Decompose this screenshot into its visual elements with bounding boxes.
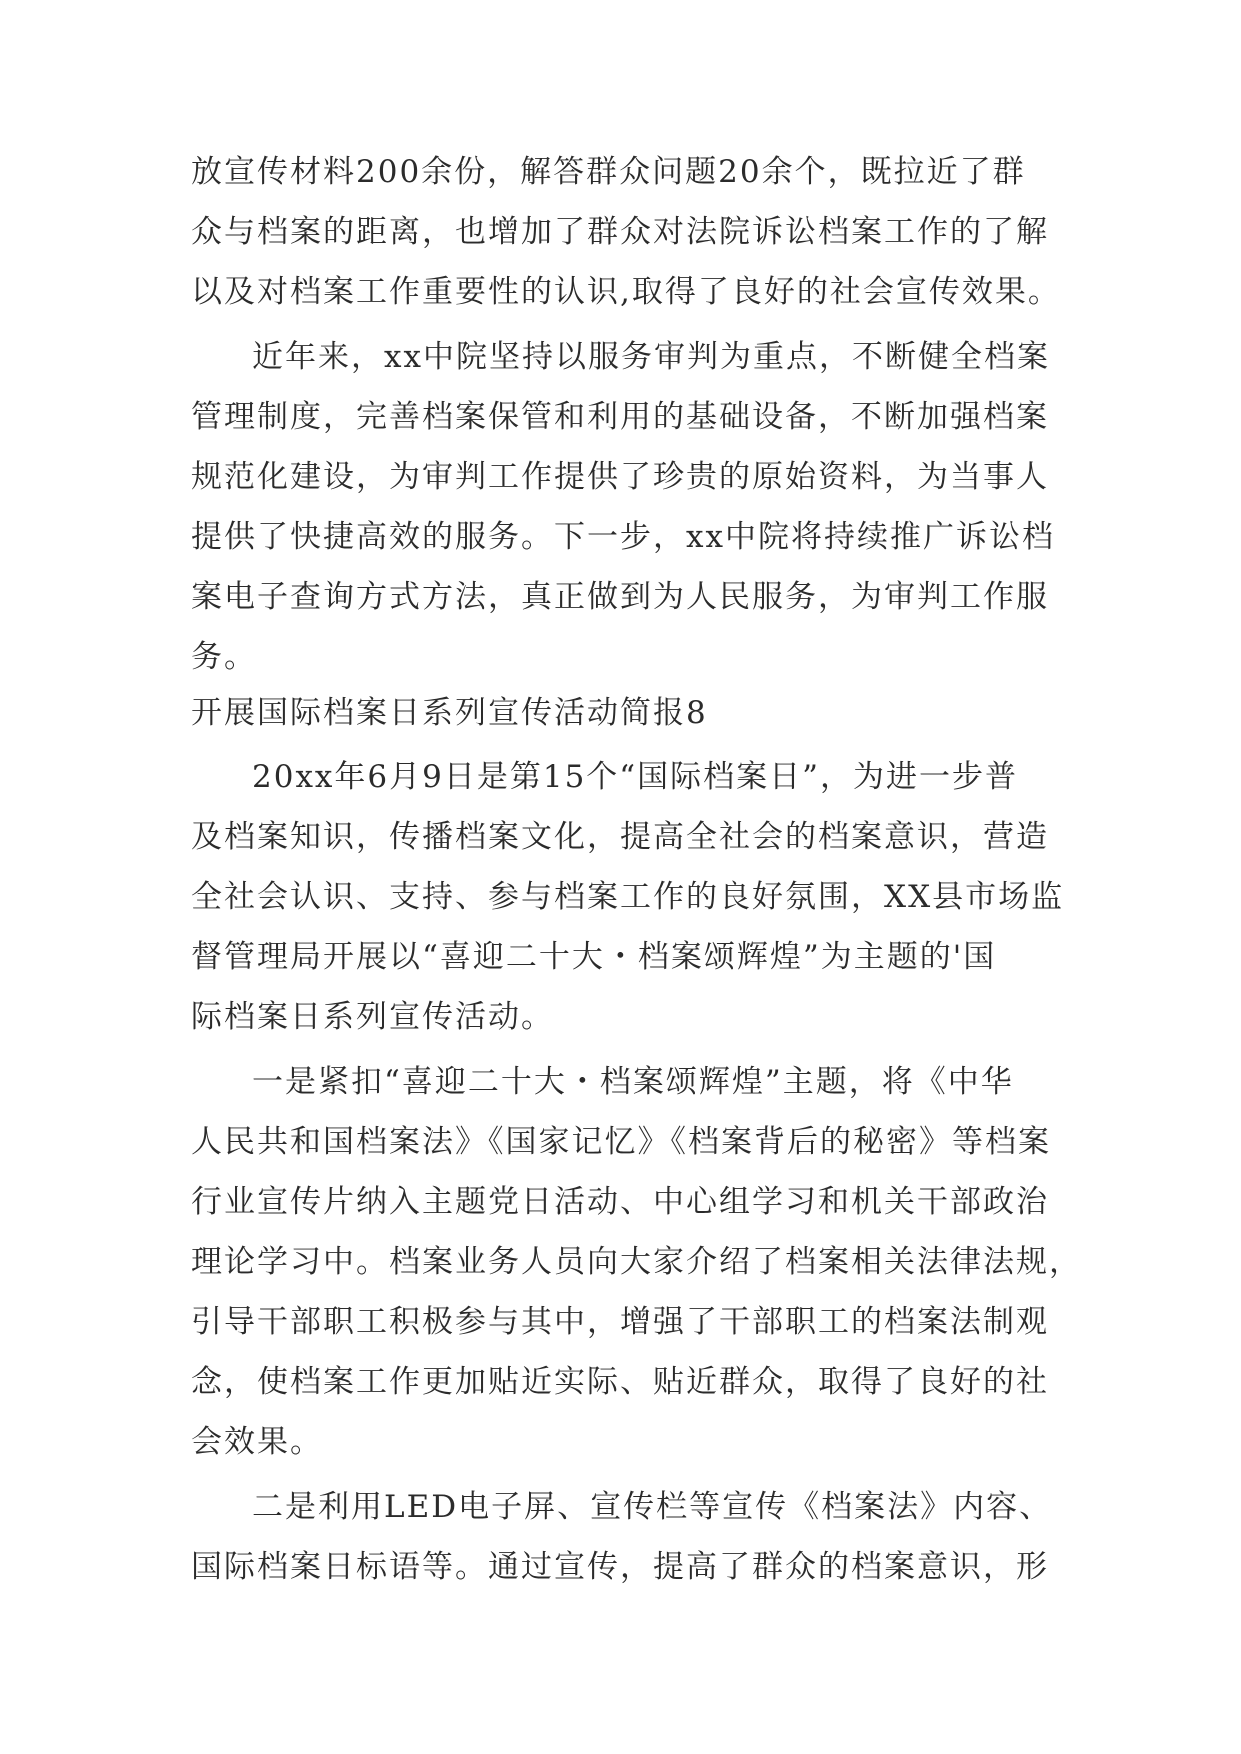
paragraph-first-line: 一是紧扣“喜迎二十大・档案颂辉煌”主题，将《中华	[252, 1064, 1014, 1100]
paragraph-first-line: 20xx年6月9日是第15个“国际档案日”，为进一步普	[252, 759, 1018, 795]
text-line: 念，使档案工作更加贴近实际、贴近群众，取得了良好的社	[191, 1364, 1049, 1400]
text-line: 及档案知识，传播档案文化，提高全社会的档案意识，营造	[191, 819, 1049, 855]
text-line: 务。	[191, 639, 257, 675]
text-line: 引导干部职工积极参与其中，增强了干部职工的档案法制观	[191, 1304, 1049, 1340]
paragraph-first-line: 二是利用LED电子屏、宣传栏等宣传《档案法》内容、	[252, 1489, 1053, 1525]
text-line: 提供了快捷高效的服务。下一步，xx中院将持续推广诉讼档	[191, 519, 1055, 555]
text-line: 人民共和国档案法》《国家记忆》《档案背后的秘密》等档案	[191, 1124, 1051, 1160]
text-line: 管理制度，完善档案保管和利用的基础设备，不断加强档案	[191, 399, 1049, 435]
text-line: 众与档案的距离，也增加了群众对法院诉讼档案工作的了解	[191, 214, 1049, 250]
text-line: 国际档案日标语等。通过宣传，提高了群众的档案意识，形	[191, 1549, 1049, 1585]
paragraph-first-line: 近年来，xx中院坚持以服务审判为重点，不断健全档案	[252, 339, 1050, 375]
section-heading: 开展国际档案日系列宣传活动简报8	[191, 695, 708, 731]
text-line: 案电子查询方式方法，真正做到为人民服务，为审判工作服	[191, 579, 1049, 615]
text-line: 规范化建设，为审判工作提供了珍贵的原始资料，为当事人	[191, 459, 1049, 495]
text-line: 理论学习中。档案业务人员向大家介绍了档案相关法律法规，	[191, 1244, 1082, 1280]
text-line: 以及对档案工作重要性的认识,取得了良好的社会宣传效果。	[191, 274, 1061, 310]
text-line: 放宣传材料200余份，解答群众问题20余个，既拉近了群	[191, 154, 1026, 190]
text-line: 督管理局开展以“喜迎二十大・档案颂辉煌”为主题的'国	[191, 939, 997, 975]
text-line: 行业宣传片纳入主题党日活动、中心组学习和机关干部政治	[191, 1184, 1049, 1220]
text-line: 会效果。	[191, 1424, 323, 1460]
text-line: 际档案日系列宣传活动。	[191, 999, 554, 1035]
text-line: 全社会认识、支持、参与档案工作的良好氛围，XX县市场监	[191, 879, 1065, 915]
